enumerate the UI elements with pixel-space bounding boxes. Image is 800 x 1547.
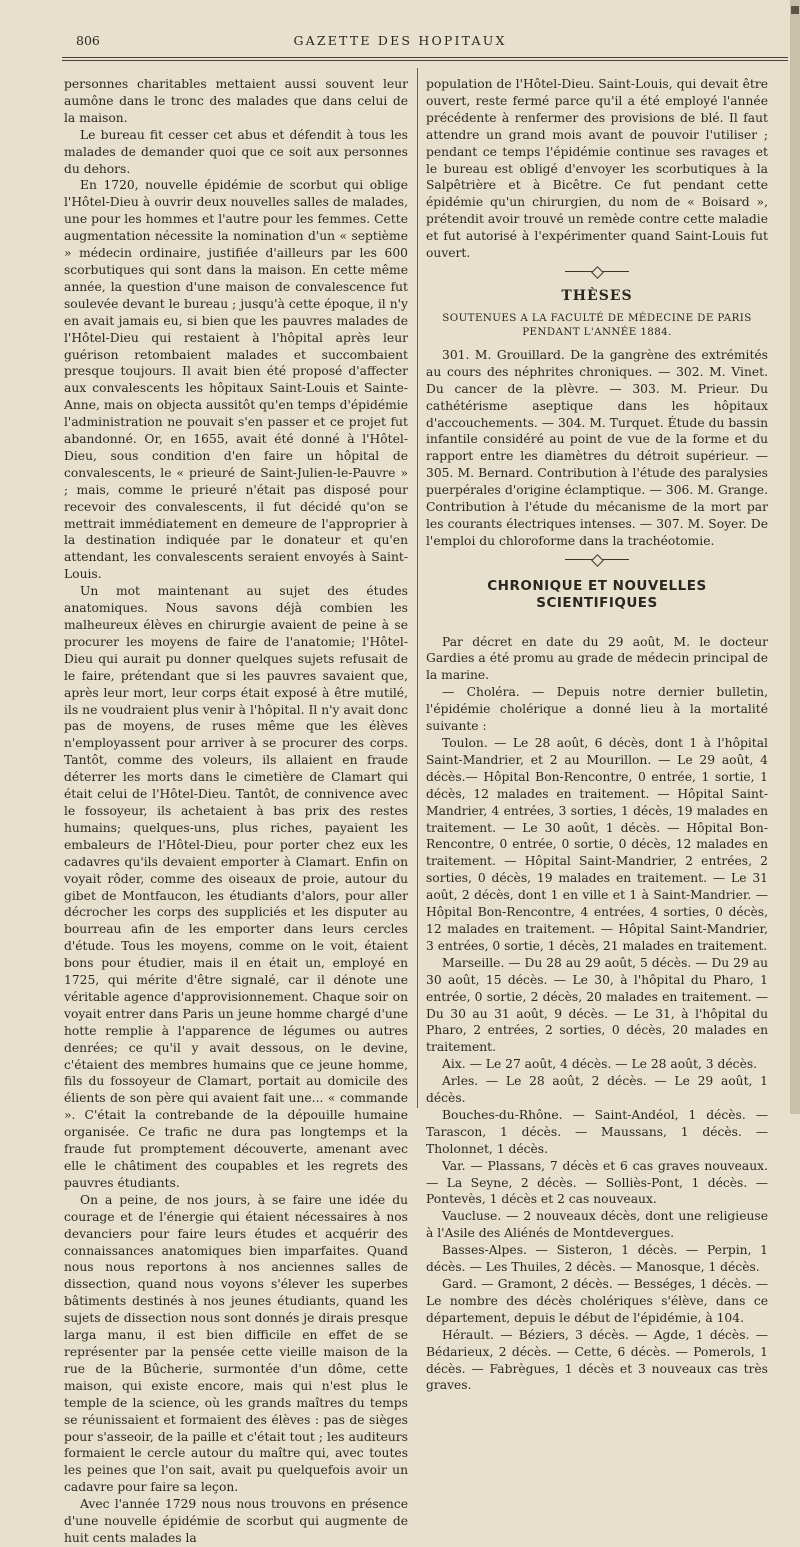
- paragraph: Arles. — Le 28 août, 2 décès. — Le 29 août, 1 décès.: [426, 1074, 768, 1106]
- paragraph: En 1720, nouvelle épidémie de scorbut qui oblige l'Hôtel-Dieu à ouvrir deux nouvelles salles de malades, une pour les hommes et l'autre pour les femmes. Cette augmentation nécessite la nomination d'un « septième » médecin ordinaire, justifiée d'ailleurs par les 600 scorbutiques qui sont dans la maison. En cette même année, la question d'une maison de convalescence fut soulevée devant le bureau ; jusqu'à cette époque, il n'y en avait jamais eu, si bien que les pauvres malades de l'Hôtel-Dieu qui restaient à l'hôpital après leur guérison retombaient malades et succombaient presque toujours. Il avait bien été proposé d'affecter aux convalescents les hôpitaux Saint-Louis et Sainte-Anne, mais on objecta aussitôt qu'en temps d'épidémie l'administration ne pouvait s'en passer et ce projet fut abandonné. Or, en 1655, avait été donné à l'Hôtel-Dieu, sous condition d'en faire un hôpital de convalescents, le « prieuré de Saint-Julien-le-Pauvre » ; mais, comme le prieuré n'était pas disposé pour recevoir des convalescents, il fut décidé qu'on se mettrait immédiatement en demeure de l'approprier à la destination indiquée par le donateur et qu'en attendant, les convalescents seraient envoyés à Saint-Louis.: [64, 178, 408, 582]
- chronique-heading: CHRONIQUE ET NOUVELLES SCIENTIFIQUES: [487, 577, 707, 611]
- section-ornament: [426, 262, 768, 282]
- header-rule-top: [62, 57, 788, 58]
- theses-subheading: [426, 311, 768, 339]
- column-divider: [417, 68, 418, 1108]
- paragraph: On a peine, de nos jours, à se faire une idée du courage et de l'énergie qui étaient nécessaires à nos devanciers pour faire leurs études et acquérir des connaissances anatomiques bien imparfaites. Quand nous nous reportons à nos anciennes salles de dissection, quand nous voyons s'élever les superbes bâtiments destinés à nos jeunes étudiants, quand les sujets de dissection nous sont donnés je dirais presque larga manu, il est bien difficile en effet de se représenter par la pensée cette vieille maison de la rue de la Bûcherie, surmontée d'un dôme, cette maison, qui existe encore, mais qui n'est plus le temple de la science, où les grands maîtres du temps se réunissaient et formaient des élèves : pas de sièges pour s'asseoir, de la paille et c'était tout ; les auditeurs formaient le cercle autour du maître qui, avec toutes les peines que l'on sait, avait pu quelquefois avoir un cadavre pour faire sa leçon.: [64, 1192, 408, 1495]
- page-edge-strip: [790, 0, 800, 1114]
- paragraph: Par décret en date du 29 août, M. le docteur Gardies a été promu au grade de médecin principal de la marine.: [426, 634, 768, 683]
- theses-subtitle-line: SOUTENUES A LA FACULTÉ DE MÉDECINE DE PARIS: [442, 311, 752, 324]
- theses-subtitle-line: PENDANT L'ANNÉE 1884.: [522, 325, 672, 338]
- paragraph: population de l'Hôtel-Dieu. Saint-Louis, qui devait être ouvert, reste fermé parce qu'il a été employé l'année précédente à renfermer des provisions de blé. Il faut attendre un grand mois avant de pouvoir l'utiliser ; pendant ce temps l'épidémie continue ses ravages et le bureau est obligé d'envoyer les scorbutiques à la Salpêtrière et à Bicêtre. Ce fut pendant cette épidémie qu'un chirurgien, du nom de « Boisard », prétendit avoir trouvé un remède contre cette maladie et fut autorisé à l'expérimenter quand Saint-Louis fut ouvert.: [426, 77, 768, 261]
- paragraph: Bouches-du-Rhône. — Saint-Andéol, 1 décès. — Tarascon, 1 décès. — Maussans, 1 décès. — Tholonnet, 1 décès.: [426, 1107, 768, 1156]
- paragraph: Le bureau fit cesser cet abus et défendit à tous les malades de demander quoi que ce soit aux personnes du dehors.: [64, 127, 408, 176]
- paragraph: Aix. — Le 27 août, 4 décès. — Le 28 août, 3 décès.: [442, 1057, 758, 1072]
- paragraph: Vaucluse. — 2 nouveaux décès, dont une religieuse à l'Asile des Aliénés de Montdevergues.: [426, 1209, 768, 1241]
- paragraph: personnes charitables mettaient aussi souvent leur aumône dans le tronc des malades que dans celui de la maison.: [64, 77, 408, 125]
- paragraph: Var. — Plassans, 7 décès et 6 cas graves nouveaux. — La Seyne, 2 décès. — Solliès-Pont, 1 décès. — Pontevès, 1 décès et 2 cas nouveaux.: [426, 1158, 768, 1207]
- running-title: GAZETTE DES HOPITAUX: [293, 33, 507, 48]
- paragraph: Avec l'année 1729 nous nous trouvons en présence d'une nouvelle épidémie de scorbut qui augmente de huit cents malades la: [64, 1497, 408, 1545]
- paragraph: Gard. — Gramont, 2 décès. — Bességes, 1 décès. — Le nombre des décès cholériques s'élève, dans ce département, depuis le début de l'épidémie, à 104.: [426, 1277, 768, 1325]
- edge-mark: [791, 6, 799, 14]
- paragraph: Un mot maintenant au sujet des études anatomiques. Nous savons déjà combien les malheureux élèves en chirurgie avaient de peine à se procurer les moyens de faire de l'anatomie; l'Hôtel-Dieu qui aurait pu donner quelques sujets refusait de le faire, prétendant que si les pauvres savaient que, après leur mort, leur corps était exposé à être mutilé, ils ne voudraient plus venir à l'hôpital. Il n'y avait donc pas de moyens, de ruses même que les élèves n'employassent pour arriver à se procurer des corps. Tantôt, comme des voleurs, ils allaient en fraude déterrer les morts dans le cimetière de Clamart qui était celui de l'Hôtel-Dieu. Tantôt, de connivence avec le fossoyeur, ils achetaient à bas prix des restes humains; quelques-uns, plus riches, payaient les embaleurs de l'Hôtel-Dieu, pour porter chez eux les cadavres qu'ils devaient emporter à Clamart. Enfin on voyait rôder, comme des oiseaux de proie, autour du gibet de Montfaucon, les étudiants d'alors, pour aller décrocher les corps des suppliciés et les disputer au bourreau afin de les emporter dans leurs cercles d'étude. Tous les moyens, comme on le voit, étaient bons pour étudier, mais il en était un, employé en 1725, qui mérite d'être signalé, car il dénote une véritable agence d'approvisionnement. Chaque soir on voyait entrer dans Paris un jeune homme chargé d'une hotte remplie à l'apparence de légumes ou autres denrées; ce qu'il y avait dessous, on le devine, c'étaient des membres humains que ce jeune homme, fils du fossoyeur de Clamart, portait au domicile des élients de son père qui avaient fait une... « commande ». C'était la contrebande de la dépouille humaine organisée. Ce trafic ne dura pas longtemps et la fraude fut promptement découverte, amenant avec elle le châtiment des coupables et les regrets des pauvres étudiants.: [64, 584, 408, 1190]
- left-column: [64, 76, 408, 1547]
- paragraph: Marseille. — Du 28 au 29 août, 5 décès. — Du 29 au 30 août, 15 décès. — Le 30, à l'hôpital du Pharo, 1 entrée, 0 sortie, 2 décès, 20 malades en traitement. — Du 30 au 31 août, 9 décès. — Le 31, à l'hôpital du Pharo, 2 entrées, 2 sorties, 0 décès, 20 malades en traitement.: [426, 955, 768, 1055]
- paragraph: Toulon. — Le 28 août, 6 décès, dont 1 à l'hôpital Saint-Mandrier, et 2 au Mourillon. — Le 29 août, 4 décès.— Hôpital Bon-Rencontre, 0 entrée, 1 sortie, 1 décès, 12 malades en traitement. — Hôpital Saint-Mandrier, 4 entrées, 3 sorties, 1 décès, 19 malades en traitement. — Le 30 août, 1 décès. — Hôpital Bon-Rencontre, 0 entrée, 0 sortie, 0 décès, 12 malades en traitement. — Hôpital Saint-Mandrier, 2 entrées, 2 sorties, 0 décès, 19 malades en traitement. — Le 31 août, 2 décès, dont 1 en ville et 1 à Saint-Mandrier. — Hôpital Bon-Rencontre, 4 entrées, 4 sorties, 0 décès, 12 malades en traitement. — Hôpital Saint-Mandrier, 3 entrées, 0 sortie, 1 décès, 21 malades en traitement.: [426, 736, 768, 953]
- theses-heading: THÈSES: [561, 287, 633, 304]
- paragraph: Hérault. — Béziers, 3 décès. — Agde, 1 décès. — Bédarieux, 2 décès. — Cette, 6 décès. — Pomerols, 1 décès. — Fabrègues, 1 décès et 3 nouveaux cas très graves.: [426, 1327, 768, 1393]
- paragraph: Basses-Alpes. — Sisteron, 1 décès. — Perpin, 1 décès. — Les Thuiles, 2 décès. — Manosque, 1 décès.: [426, 1243, 768, 1275]
- theses-list: 301. M. Grouillard. De la gangrène des extrémités au cours des néphrites chroniques. — 302. M. Vinet. Du cancer de la plèvre. — 303. M. Prieur. Du cathétérisme aseptique dans les hôpitaux d'accouchements. — 304. M. Turquet. Étude du bassin infantile considéré au point de vue de la forme et du rapport entre les diamètres du détroit supérieur. — 305. M. Bernard. Contribution à l'étude des paralysies puerpérales d'origine éclamptique. — 306. M. Grange. Contribution à l'étude du mécanisme de la mort par les courants électriques intenses. — 307. M. Soyer. De l'emploi du chloroforme dans la trachéotomie.: [426, 347, 768, 548]
- section-ornament: [426, 550, 768, 570]
- header-rule-bottom: [62, 60, 788, 61]
- paragraph: — Choléra. — Depuis notre dernier bulletin, l'épidémie cholérique a donné lieu à la mortalité suivante :: [426, 685, 768, 734]
- page-number: 806: [76, 33, 100, 48]
- right-column: [426, 76, 768, 1394]
